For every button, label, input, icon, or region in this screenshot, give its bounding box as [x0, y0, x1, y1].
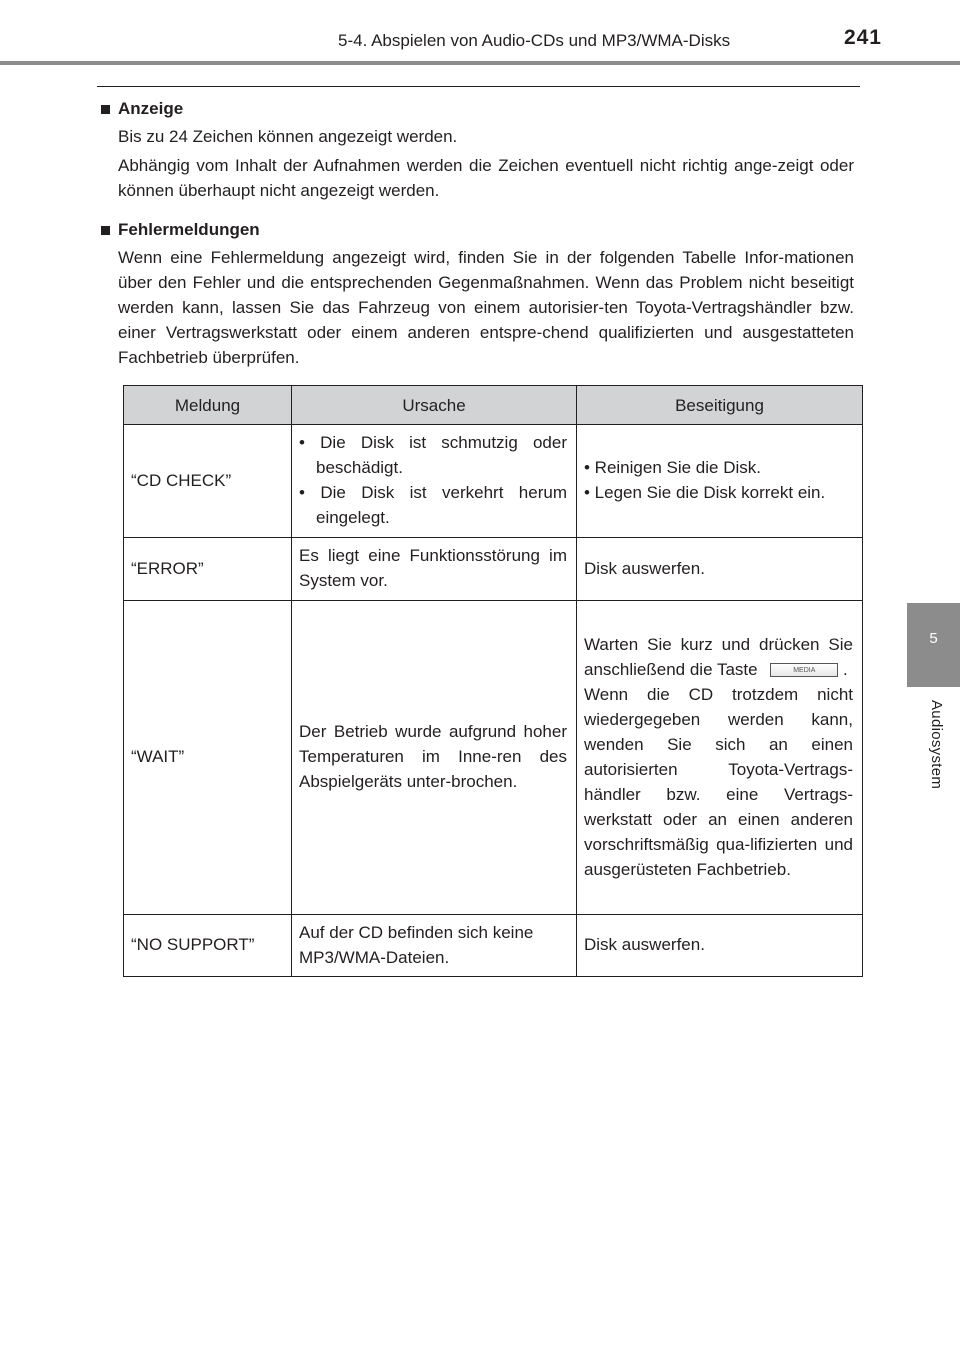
paragraph: Bis zu 24 Zeichen können angezeigt werden.	[118, 127, 458, 146]
instruction-text	[584, 632, 853, 682]
error-message-table	[123, 385, 863, 977]
table-row	[124, 425, 863, 538]
column-header-ursache: Ursache	[292, 386, 577, 425]
cell-ursache: Auf der CD befinden sich keine MP3/WMA-Dateien.	[292, 915, 577, 977]
table-header-row	[124, 386, 863, 425]
section-anzeige	[97, 98, 857, 203]
cell-meldung: “CD CHECK”	[124, 425, 292, 538]
cell-meldung: “WAIT”	[124, 601, 292, 915]
section-heading	[97, 219, 857, 241]
list-item: • Die Disk ist schmutzig oder beschädigt.	[299, 433, 567, 477]
section-fehlermeldungen	[97, 219, 857, 370]
square-bullet-icon	[101, 226, 110, 235]
table-row	[124, 915, 863, 977]
cell-beseitigung	[577, 425, 863, 538]
section-heading-text: Anzeige	[118, 99, 184, 118]
column-header-beseitigung: Beseitigung	[577, 386, 863, 425]
content-divider	[97, 86, 860, 87]
chapter-tab-number: 5	[929, 630, 938, 647]
cell-meldung: “NO SUPPORT”	[124, 915, 292, 977]
list-item: • Reinigen Sie die Disk.	[584, 458, 761, 477]
section-heading	[97, 98, 857, 120]
cell-ursache: Es liegt eine Funktionsstörung im System vor.	[292, 538, 577, 601]
table-row	[124, 601, 863, 915]
instruction-part: Warten Sie kurz und drücken Sie anschließend die Taste	[584, 634, 853, 679]
cell-beseitigung: Disk auswerfen.	[577, 538, 863, 601]
cell-beseitigung: Disk auswerfen.	[577, 915, 863, 977]
media-button-icon: MEDIA	[770, 663, 838, 677]
header-divider	[0, 61, 960, 65]
chapter-title: 5-4. Abspielen von Audio-CDs und MP3/WMA-Disks	[338, 31, 731, 50]
column-header-meldung: Meldung	[124, 386, 292, 425]
cell-beseitigung	[577, 601, 863, 915]
square-bullet-icon	[101, 105, 110, 114]
cell-meldung: “ERROR”	[124, 538, 292, 601]
cell-ursache	[292, 425, 577, 538]
list-item: • Legen Sie die Disk korrekt ein.	[584, 483, 826, 502]
paragraph: Wenn eine Fehlermeldung angezeigt wird, finden Sie in der folgenden Tabelle Infor-mationen über den Fehler und die entsprechenden Gegenmaßnahmen. Wenn das Problem nicht beseitigt werden kann, lassen Sie das Fahrzeug von einem autorisier-ten Toyota-Vertragshändler bzw. einer Vertragswerkstatt oder einem anderen entspre-chend qualifizierten und ausgestatteten Fachbetrieb überprüfen.	[118, 248, 854, 367]
list-item: • Die Disk ist verkehrt herum eingelegt.	[299, 483, 567, 527]
chapter-tab	[907, 603, 960, 687]
instruction-part-end: .	[843, 659, 848, 679]
instruction-text: Wenn die CD trotzdem nicht wiedergegeben werden kann, wenden Sie sich an einen autorisierten Toyota-Vertrags-händler bzw. eine Vertrags-werkstatt oder an einen anderen vorschriftsmäßig qua-lifizierten und ausgerüsteten Fachbetrieb.	[584, 684, 853, 879]
chapter-tab-label: Audiosystem	[928, 700, 945, 790]
paragraph: Abhängig vom Inhalt der Aufnahmen werden die Zeichen eventuell nicht richtig ange-zeigt oder können überhaupt nicht angezeigt werden.	[118, 156, 854, 200]
section-heading-text: Fehlermeldungen	[118, 220, 260, 239]
table-row	[124, 538, 863, 601]
cell-ursache: Der Betrieb wurde aufgrund hoher Temperaturen im Inne-ren des Abspielgeräts unter-brochen.	[292, 601, 577, 915]
page-number: 241	[843, 26, 882, 49]
